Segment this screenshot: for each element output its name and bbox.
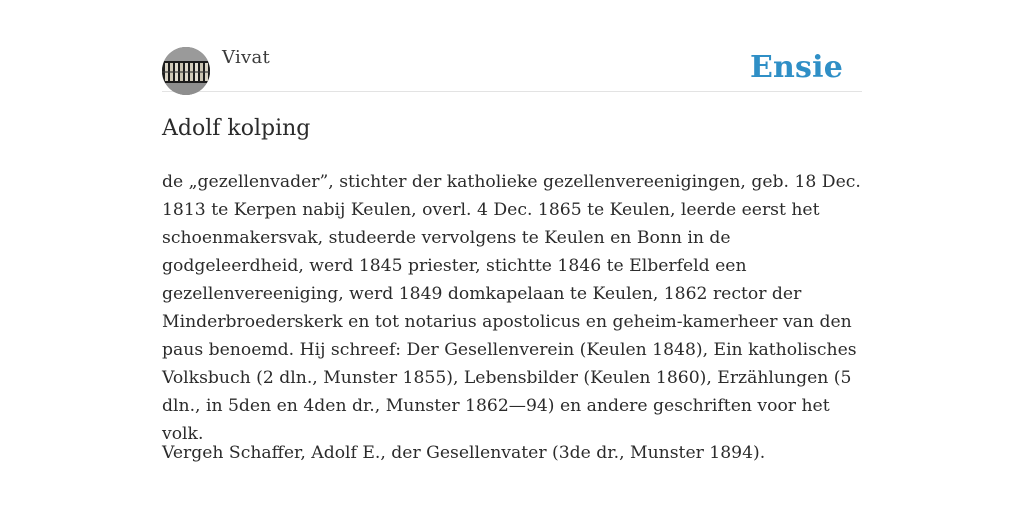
entry-body: de „gezellenvader”, stichter der katholieke gezellenvereenigingen, geb. 18 Dec. 1813 te Kerpen nabij Keulen, overl. 4 Dec. 1865 te Keulen, leerde eerst het schoenmakersvak, studeerde vervolgens te Keulen en Bonn in de godgeleerdheid, werd 1845 priester, stichtte 1846 te Elberfeld een gezellenvereeniging, werd 1849 domkapelaan te Keulen, 1862 rector der Minderbroederskerk en tot notarius apostolicus en geheim-kamerheer van den paus benoemd. Hij schreef: Der Gesellenverein (Keulen 1848), Ein katholisches Volksbuch (2 dln., Munster 1855), Lebensbilder (Keulen 1860), Erzählungen (5 dln., in 5den en 4den dr., Munster 1862—94) en andere geschriften voor het volk. (162, 172, 861, 444)
entry-title: Adolf kolping (162, 116, 311, 141)
brand-logo[interactable]: Ensie (749, 50, 843, 85)
source-avatar[interactable] (162, 47, 210, 95)
source-name[interactable]: Vivat (222, 47, 271, 68)
entry-reference: Vergeh Schaffer, Adolf E., der Gesellenvater (3de dr., Munster 1894). (162, 443, 766, 463)
entry-card (162, 0, 862, 463)
book-spines-icon (162, 47, 210, 95)
entry-header (162, 0, 862, 92)
